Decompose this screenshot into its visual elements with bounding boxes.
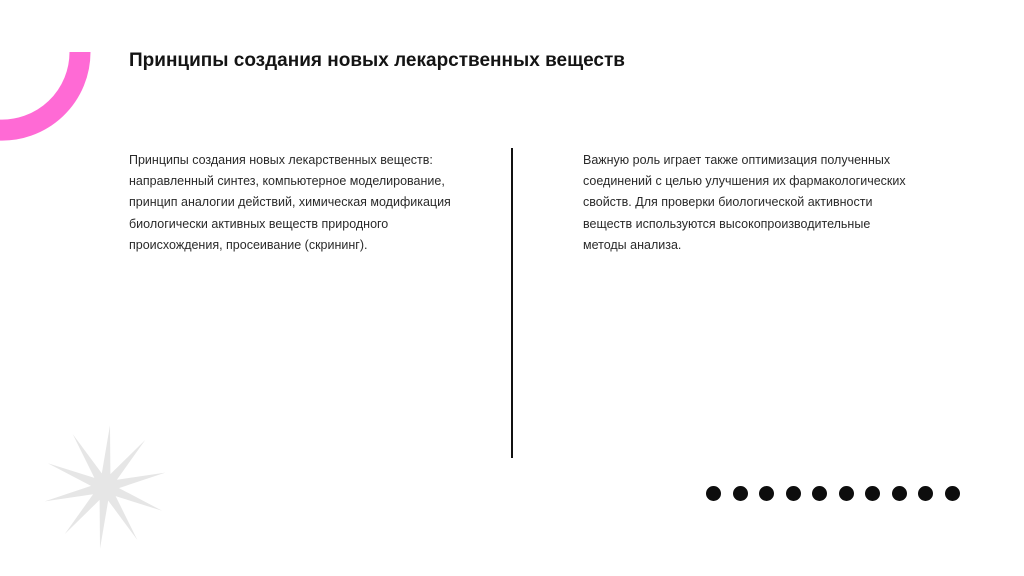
dot — [759, 486, 774, 501]
right-text-block: Важную роль играет также оптимизация полученных соединений с целью улучшения их фармакологических свойств. Для проверки биологической активности веществ используются высокопроизводительные методы анализа. — [583, 153, 906, 252]
dot — [839, 486, 854, 501]
dot — [918, 486, 933, 501]
page-title: Принципы создания новых лекарственных веществ — [129, 50, 625, 71]
dot — [892, 486, 907, 501]
column-divider — [511, 148, 513, 458]
dot — [945, 486, 960, 501]
dot — [865, 486, 880, 501]
dot — [812, 486, 827, 501]
dot — [706, 486, 721, 501]
star-icon — [40, 422, 170, 552]
dot-row — [706, 486, 960, 501]
left-text-block: Принципы создания новых лекарственных веществ: направленный синтез, компьютерное моделирование, принцип аналогии действий, химическая модификация биологически активных веществ природного происхождения, просеивание (скрининг). — [129, 153, 451, 252]
arc-decoration — [0, 0, 100, 150]
dot — [786, 486, 801, 501]
dot — [733, 486, 748, 501]
